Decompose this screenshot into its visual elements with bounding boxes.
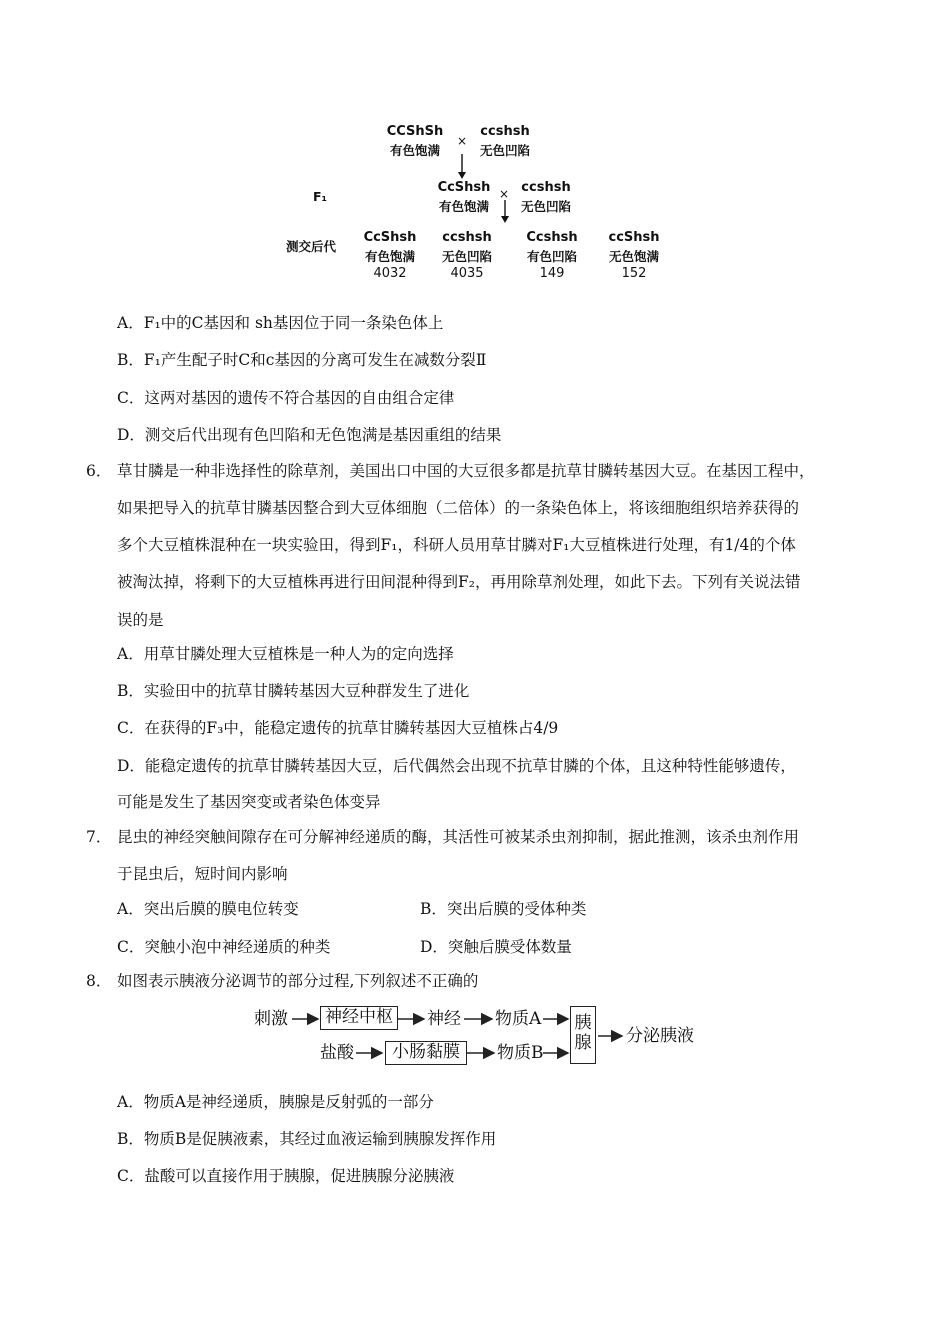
q6-option-d-cont: 可能是发生了基因突变或者染色体变异 — [117, 793, 381, 811]
q7-stem-line: 昆虫的神经突触间隙存在可分解神经递质的酶，其活性可被某杀虫剂抑制，据此推测，该杀虫剂作用 — [117, 828, 800, 846]
parent2-phenotype: 无色凹陷 — [479, 143, 530, 158]
pancreas-box — [570, 1006, 596, 1064]
q8-option-c: C．盐酸可以直接作用于胰腺，促进胰腺分泌胰液 — [117, 1167, 455, 1185]
pancreas-label-2: 腺 — [574, 1033, 592, 1053]
q7-option-b: B．突出后膜的受体种类 — [420, 900, 587, 918]
q6-stem-line: 如果把导入的抗草甘膦基因整合到大豆体细胞（二倍体）的一条染色体上，将该细胞组织培养获得的 — [117, 499, 800, 517]
secrete-pancreatic-juice-label: 分泌胰液 — [626, 1026, 694, 1046]
flow-arrows — [250, 1004, 710, 1090]
offspring-phenotype: 有色凹陷 — [526, 249, 577, 264]
q8-option-a: A．物质A是神经递质，胰腺是反射弧的一部分 — [117, 1093, 434, 1111]
q8-option-b: B．物质B是促胰液素，其经过血液运输到胰腺发挥作用 — [117, 1130, 497, 1148]
q7-stem-line: 于昆虫后，短时间内影响 — [117, 865, 288, 883]
testcross-parent-phenotype: 无色凹陷 — [520, 199, 571, 214]
nerve-label: 神经 — [427, 1009, 461, 1029]
parent2-genotype: ccshsh — [480, 124, 530, 139]
f1-phenotype: 有色饱满 — [438, 199, 489, 214]
down-arrow-icon — [458, 172, 466, 179]
substance-a-label: 物质A — [495, 1009, 542, 1029]
q6-stem-line: 被淘汰掉，将剩下的大豆植株再进行田间混种得到F₂，再用除草剂处理，如此下去。下列有关说法错 — [117, 573, 801, 591]
offspring-genotype: Ccshsh — [526, 230, 578, 245]
q8-number: 8． — [86, 972, 112, 990]
q8-stem: 如图表示胰液分泌调节的部分过程,下列叙述不正确的 — [117, 972, 479, 990]
offspring-phenotype: 无色凹陷 — [441, 249, 492, 264]
f1-label: F₁ — [313, 189, 328, 204]
offspring-genotype: ccshsh — [442, 230, 492, 245]
pancreas-label-1: 胰 — [574, 1013, 592, 1033]
q5-option-a: A．F₁中的C基因和 sh基因位于同一条染色体上 — [117, 314, 444, 332]
parent1-genotype: CCShSh — [386, 124, 444, 139]
q5-option-d: D．测交后代出现有色凹陷和无色饱满是基因重组的结果 — [117, 426, 502, 444]
q7-option-a: A．突出后膜的膜电位转变 — [117, 900, 299, 918]
q7-number: 7． — [86, 828, 112, 846]
q6-number: 6． — [86, 462, 112, 480]
offspring-count: 4035 — [450, 266, 484, 281]
hydrochloric-acid-label: 盐酸 — [320, 1043, 354, 1063]
q6-option-a: A．用草甘膦处理大豆植株是一种人为的定向选择 — [117, 645, 454, 663]
offspring-genotype: ccShsh — [608, 230, 660, 245]
cross-symbol: × — [499, 187, 510, 201]
q5-option-b: B．F₁产生配子时C和c基因的分离可发生在减数分裂Ⅱ — [117, 351, 487, 369]
q6-stem-line: 误的是 — [117, 611, 164, 629]
offspring-phenotype: 有色饱满 — [364, 249, 415, 264]
substance-b-label: 物质B — [497, 1043, 544, 1063]
q6-option-d: D．能稳定遗传的抗草甘膦转基因大豆，后代偶然会出现不抗草甘膦的个体，且这种特性能够遗传， — [117, 757, 796, 775]
offspring-count: 152 — [621, 266, 647, 281]
down-arrow-icon — [501, 216, 509, 223]
offspring-count: 4032 — [373, 266, 407, 281]
q6-option-c: C．在获得的F₃中，能稳定遗传的抗草甘膦转基因大豆植株占4/9 — [117, 719, 559, 737]
offspring-genotype: CcShsh — [363, 230, 417, 245]
q7-option-c: C．突触小泡中神经递质的种类 — [117, 938, 331, 956]
q5-option-c: C．这两对基因的遗传不符合基因的自由组合定律 — [117, 389, 455, 407]
q6-stem-line: 草甘膦是一种非选择性的除草剂，美国出口中国的大豆很多都是抗草甘膦转基因大豆。在基因工程中， — [117, 462, 815, 480]
stimulus-label: 刺激 — [254, 1009, 288, 1029]
offspring-phenotype: 无色饱满 — [608, 249, 659, 264]
intestinal-mucosa-box: 小肠黏膜 — [385, 1041, 467, 1065]
parent1-phenotype: 有色饱满 — [389, 143, 440, 158]
offspring-label: 测交后代 — [286, 239, 337, 254]
pancreas-regulation-diagram — [250, 1004, 710, 1090]
q6-option-b: B．实验田中的抗草甘膦转基因大豆种群发生了进化 — [117, 682, 470, 700]
q7-option-d: D．突触后膜受体数量 — [420, 938, 572, 956]
testcross-parent-genotype: ccshsh — [521, 180, 571, 195]
q6-stem-line: 多个大豆植株混种在一块实验田，得到F₁，科研人员用草甘膦对F₁大豆植株进行处理，有1/4的个体 — [117, 536, 796, 554]
cross-symbol: × — [457, 134, 468, 148]
offspring-count: 149 — [539, 266, 565, 281]
nerve-center-box: 神经中枢 — [320, 1006, 398, 1030]
f1-genotype: CcShsh — [437, 180, 491, 195]
